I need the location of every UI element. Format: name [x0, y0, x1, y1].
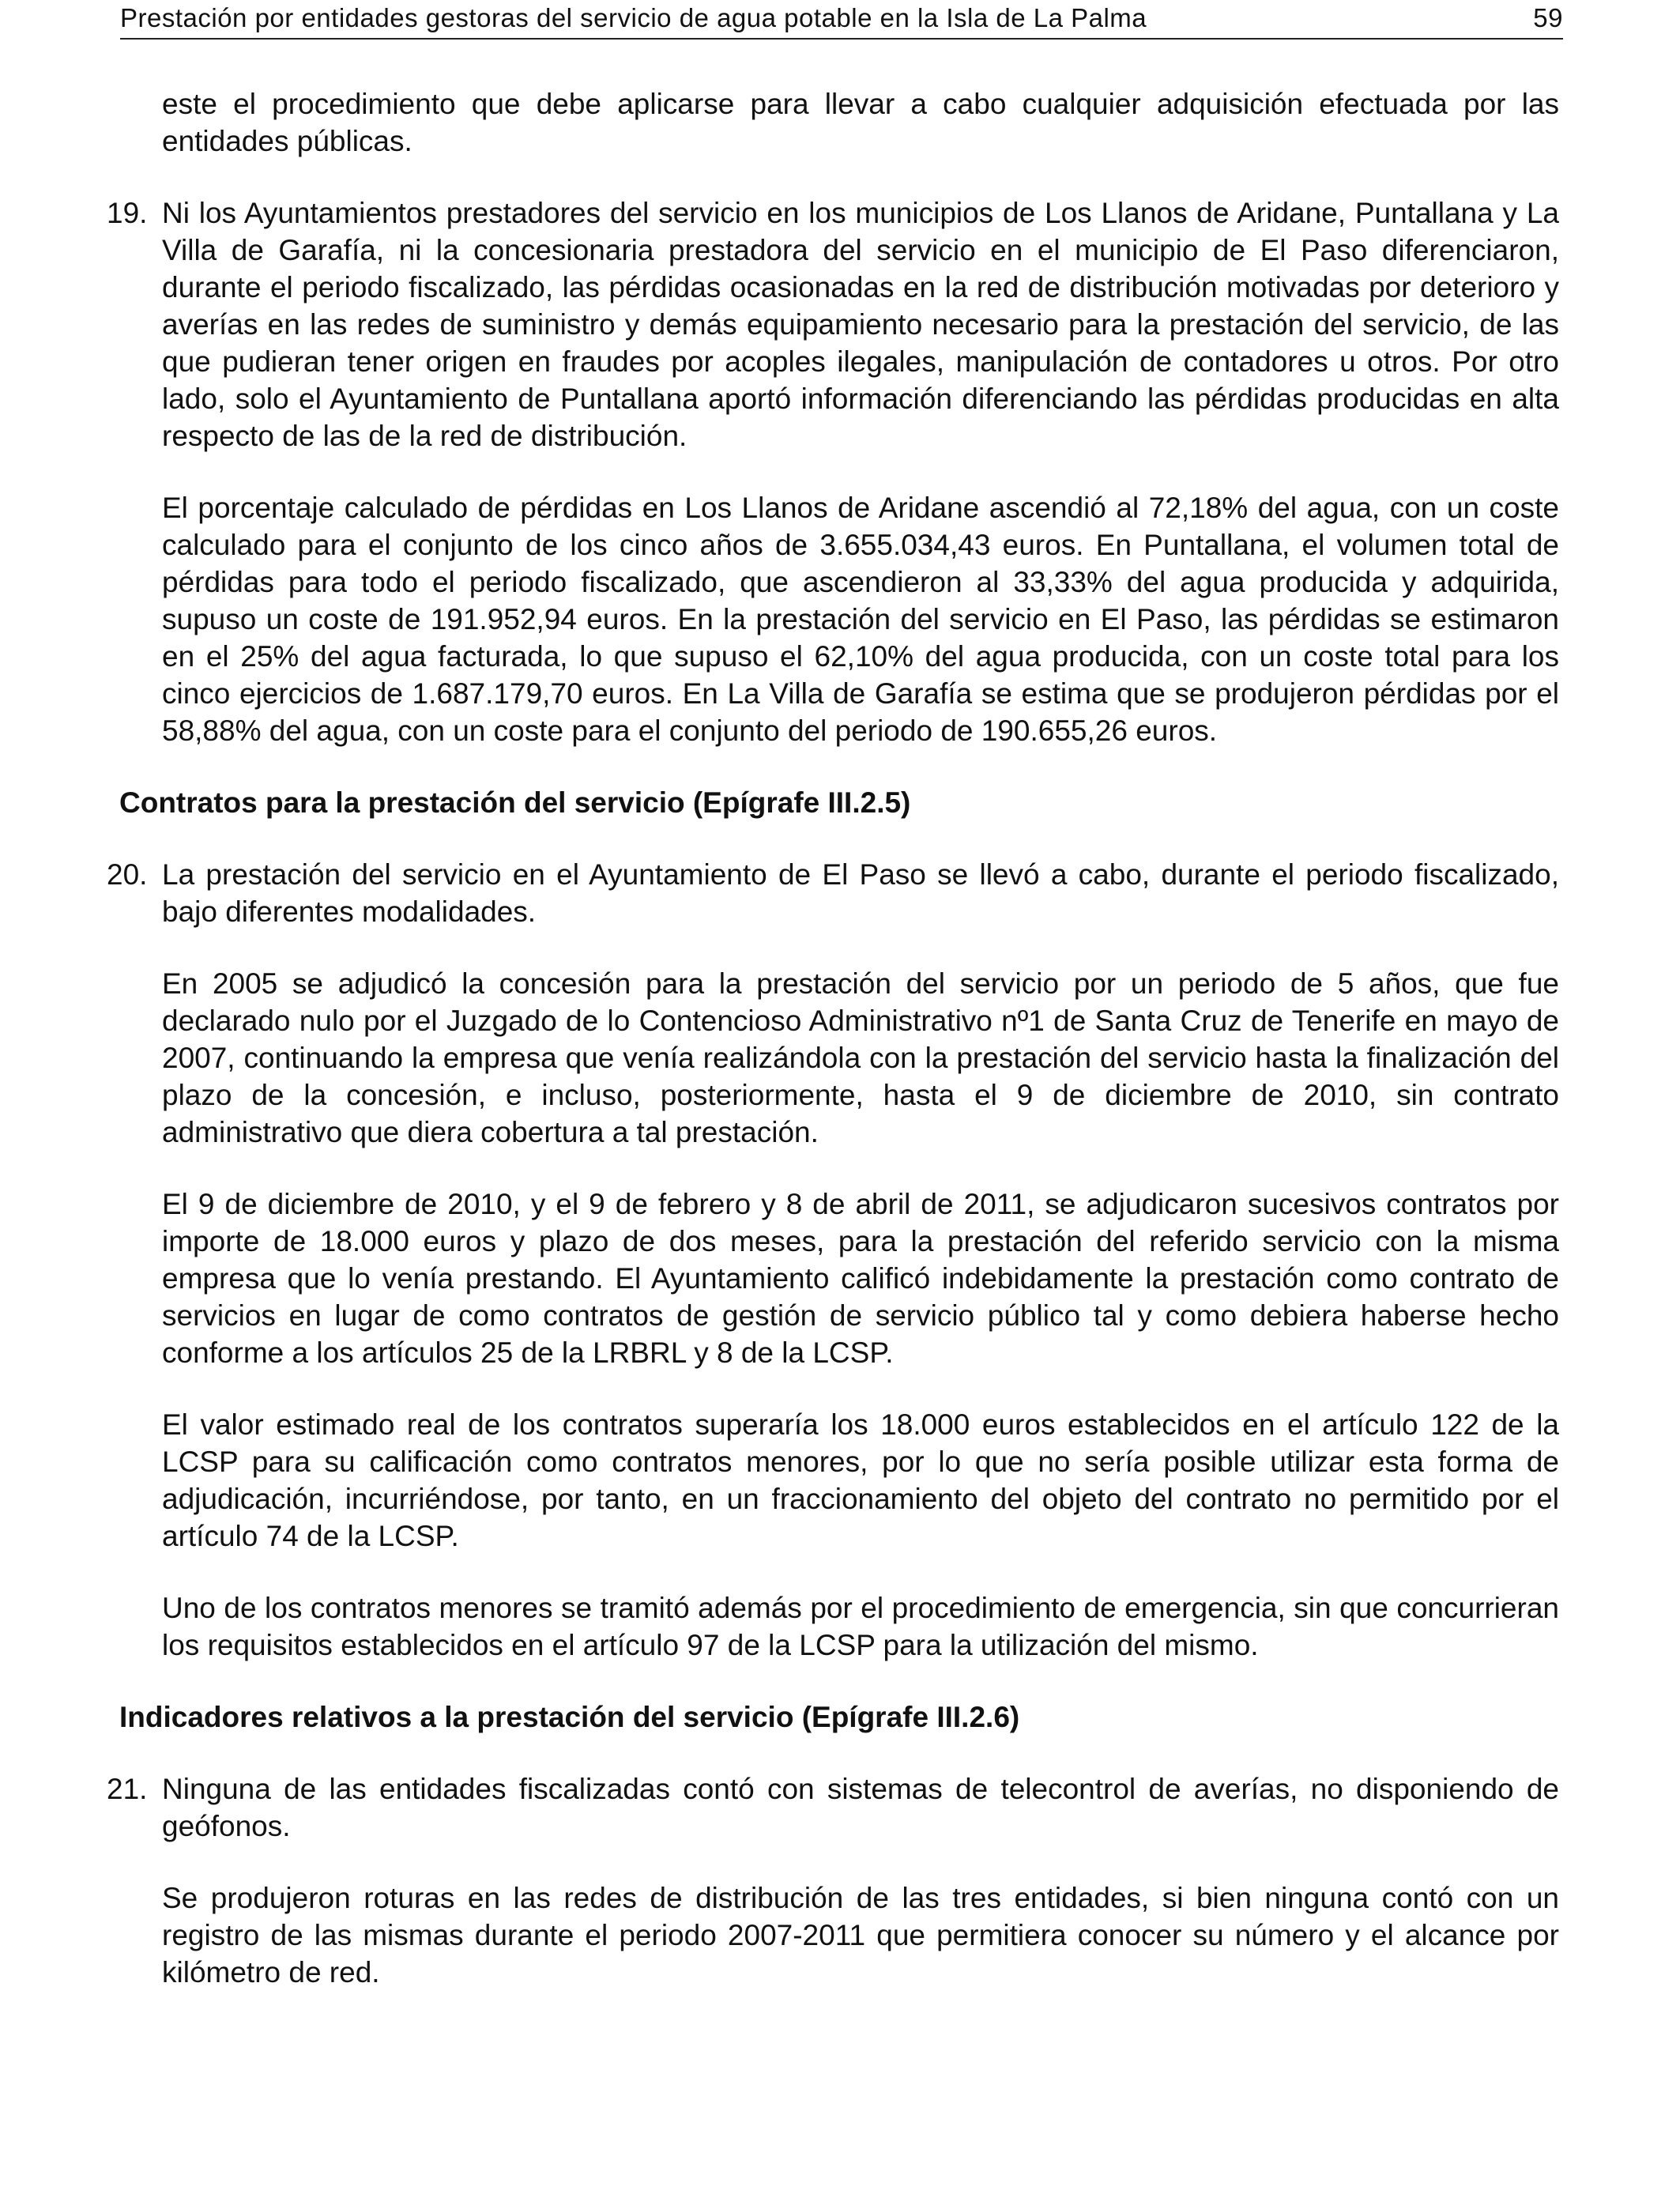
- paragraph: [162, 489, 1559, 749]
- paragraph: [162, 1879, 1559, 1991]
- paragraph: [162, 1186, 1559, 1371]
- section-heading: Contratos para la prestación del servicio (Epígrafe III.2.5): [119, 786, 911, 819]
- paragraph: [162, 965, 1559, 1151]
- paragraph-text: Se produjeron roturas en las redes de distribución de las tres entidades, si bien ninguna contó con un registro de las mismas durante el periodo 2007-2011 que permitiera conocer su número y el alcance por kilómetro de red.: [162, 1882, 1559, 1989]
- paragraph-number: 19.: [107, 197, 148, 229]
- numbered-paragraph-19: [107, 194, 1559, 454]
- paragraph-text: El valor estimado real de los contratos superaría los 18.000 euros establecidos en el artículo 122 de la LCSP para su calificación como contratos menores, por lo que no sería posible utilizar esta forma de adjudicación, incurriéndose, por tanto, en un fraccionamiento del objeto del contrato no permitido por el artículo 74 de la LCSP.: [162, 1408, 1559, 1552]
- paragraph-text: La prestación del servicio en el Ayuntamiento de El Paso se llevó a cabo, durante el periodo fiscalizado, bajo diferentes modalidades.: [162, 858, 1559, 928]
- paragraph-text: El 9 de diciembre de 2010, y el 9 de febrero y 8 de abril de 2011, se adjudicaron sucesivos contratos por importe de 18.000 euros y plazo de dos meses, para la prestación del referido servicio con la misma empresa que lo venía prestando. El Ayuntamiento calificó indebidamente la prestación como contrato de servicios en lugar de como contratos de gestión de servicio público tal y como debiera haberse hecho conforme a los artículos 25 de la LRBRL y 8 de la LCSP.: [162, 1188, 1559, 1369]
- paragraph-text: Ninguna de las entidades fiscalizadas contó con sistemas de telecontrol de averías, no disponiendo de geófonos.: [162, 1773, 1559, 1842]
- paragraph: [162, 1589, 1559, 1664]
- numbered-paragraph-20: [107, 856, 1559, 930]
- paragraph-text: El porcentaje calculado de pérdidas en Los Llanos de Aridane ascendió al 72,18% del agua, con un coste calculado para el conjunto de los cinco años de 3.655.034,43 euros. En Puntallana, el volumen total de pérdidas para todo el periodo fiscalizado, que ascendieron al 33,33% del agua producida y adquirida, supuso un coste de 191.952,94 euros. En la prestación del servicio en El Paso, las pérdidas se estimaron en el 25% del agua facturada, lo que supuso el 62,10% del agua producida, con un coste total para los cinco ejercicios de 1.687.179,70 euros. En La Villa de Garafía se estima que se produjeron pérdidas por el 58,88% del agua, con un coste para el conjunto del periodo de 190.655,26 euros.: [162, 492, 1559, 747]
- header-title: Prestación por entidades gestoras del servicio de agua potable en la Isla de La Palma: [120, 3, 1147, 32]
- paragraph-text: Uno de los contratos menores se tramitó además por el procedimiento de emergencia, sin que concurrieran los requisitos establecidos en el artículo 97 de la LCSP para la utilización del mismo.: [162, 1592, 1559, 1661]
- page-body: [0, 85, 1680, 2026]
- paragraph: [162, 85, 1559, 160]
- paragraph-number: 21.: [107, 1773, 148, 1805]
- paragraph-text: este el procedimiento que debe aplicarse para llevar a cabo cualquier adquisición efectuada por las entidades públicas.: [162, 88, 1559, 157]
- page-number: 59: [1533, 3, 1563, 32]
- numbered-paragraph-21: [107, 1770, 1559, 1845]
- paragraph-text: En 2005 se adjudicó la concesión para la prestación del servicio por un periodo de 5 años, que fue declarado nulo por el Juzgado de lo Contencioso Administrativo nº1 de Santa Cruz de Tenerife en mayo de 2007, continuando la empresa que venía realizándola con la prestación del servicio hasta la finalización del plazo de la concesión, e incluso, posteriormente, hasta el 9 de diciembre de 2010, sin contrato administrativo que diera cobertura a tal prestación.: [162, 967, 1559, 1148]
- paragraph-number: 20.: [107, 858, 148, 891]
- section-heading: Indicadores relativos a la prestación del servicio (Epígrafe III.2.6): [119, 1701, 1020, 1733]
- paragraph: [162, 1406, 1559, 1555]
- paragraph-text: Ni los Ayuntamientos prestadores del servicio en los municipios de Los Llanos de Aridane, Puntallana y La Villa de Garafía, ni la concesionaria prestadora del servicio en el municipio de El Paso diferenciaron, durante el periodo fiscalizado, las pérdidas ocasionadas en la red de distribución motivadas por deterioro y averías en las redes de suministro y demás equipamiento necesario para la prestación del servicio, de las que pudieran tener origen en fraudes por acoples ilegales, manipulación de contadores u otros. Por otro lado, solo el Ayuntamiento de Puntallana aportó información diferenciando las pérdidas producidas en alta respecto de las de la red de distribución.: [162, 197, 1559, 452]
- running-header: [120, 3, 1563, 40]
